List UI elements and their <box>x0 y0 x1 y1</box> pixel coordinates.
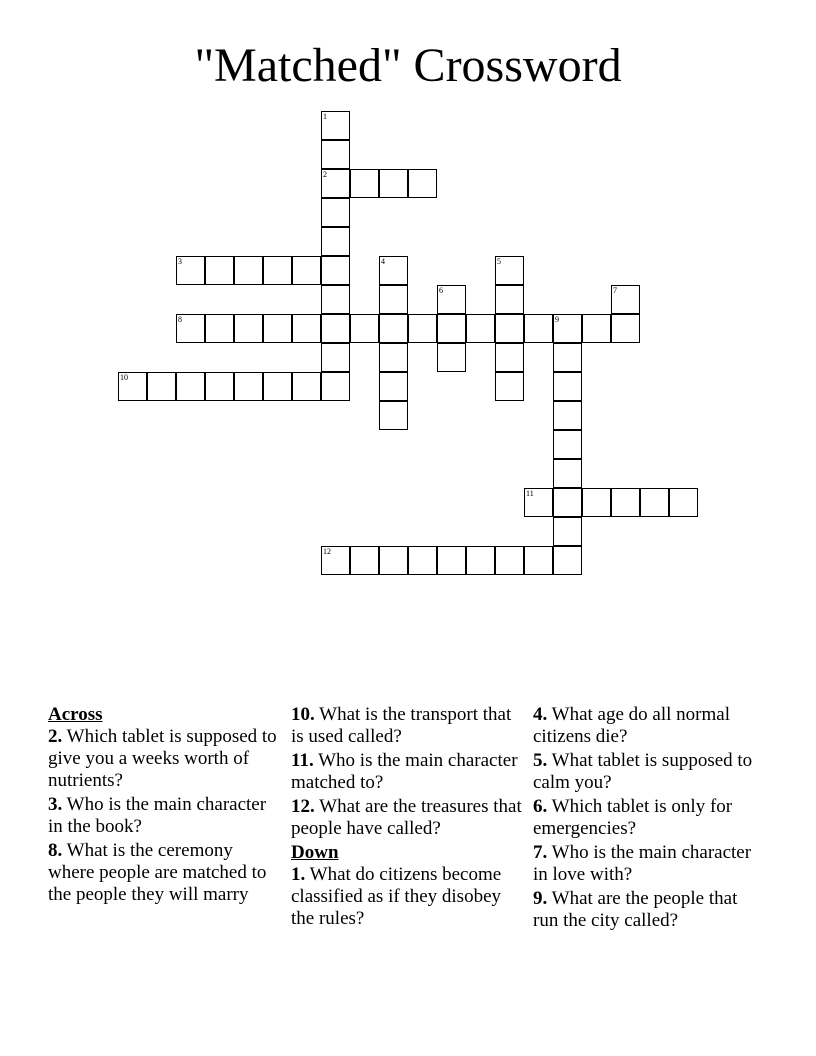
across-clue-2 <box>48 726 280 792</box>
clue-column-3 <box>533 704 765 934</box>
down-clue-7 <box>533 842 765 886</box>
grid-cell[interactable] <box>234 256 263 285</box>
down-clue-4 <box>533 704 765 748</box>
clue-number: 12. <box>291 796 315 817</box>
grid-cell[interactable] <box>495 314 524 343</box>
clue-text: Who is the main character matched to? <box>291 750 518 793</box>
grid-cell[interactable] <box>466 546 495 575</box>
grid-cell[interactable] <box>495 285 524 314</box>
cell-number: 12 <box>323 547 331 556</box>
grid-cell[interactable] <box>553 546 582 575</box>
clue-number: 5. <box>533 750 548 771</box>
grid-cell[interactable] <box>176 314 205 343</box>
grid-cell[interactable] <box>437 285 466 314</box>
grid-cell[interactable] <box>611 285 640 314</box>
grid-cell[interactable] <box>205 256 234 285</box>
grid-cell[interactable] <box>437 314 466 343</box>
across-clue-10 <box>291 704 523 748</box>
grid-cell[interactable] <box>118 372 147 401</box>
cell-number: 7 <box>613 286 617 295</box>
clue-number: 6. <box>533 796 548 817</box>
grid-cell[interactable] <box>379 372 408 401</box>
grid-cell[interactable] <box>524 314 553 343</box>
cell-number: 2 <box>323 170 327 179</box>
down-clue-1 <box>291 864 523 930</box>
grid-cell[interactable] <box>176 256 205 285</box>
grid-cell[interactable] <box>321 546 350 575</box>
grid-cell[interactable] <box>321 256 350 285</box>
grid-cell[interactable] <box>379 401 408 430</box>
grid-cell[interactable] <box>408 169 437 198</box>
grid-cell[interactable] <box>263 256 292 285</box>
clue-column-2 <box>291 704 523 932</box>
clue-number: 11. <box>291 750 314 771</box>
grid-cell[interactable] <box>553 372 582 401</box>
grid-cell[interactable] <box>263 372 292 401</box>
clue-text: Which tablet is only for emergencies? <box>533 796 733 839</box>
grid-cell[interactable] <box>582 488 611 517</box>
grid-cell[interactable] <box>321 140 350 169</box>
grid-cell[interactable] <box>553 401 582 430</box>
cell-number: 6 <box>439 286 443 295</box>
grid-cell[interactable] <box>205 372 234 401</box>
clue-text: What is the ceremony where people are matched to the people they will marry <box>48 840 267 905</box>
grid-cell[interactable] <box>321 198 350 227</box>
grid-cell[interactable] <box>437 343 466 372</box>
grid-cell[interactable] <box>234 372 263 401</box>
grid-cell[interactable] <box>321 343 350 372</box>
grid-cell[interactable] <box>350 546 379 575</box>
cell-number: 9 <box>555 315 559 324</box>
grid-cell[interactable] <box>524 546 553 575</box>
down-clue-6 <box>533 796 765 840</box>
grid-cell[interactable] <box>292 372 321 401</box>
grid-cell[interactable] <box>292 314 321 343</box>
grid-cell[interactable] <box>553 459 582 488</box>
grid-cell[interactable] <box>321 227 350 256</box>
clue-number: 3. <box>48 794 63 815</box>
clue-text: What are the treasures that people have called? <box>291 796 522 839</box>
across-clue-3 <box>48 794 280 838</box>
clue-number: 9. <box>533 888 548 909</box>
grid-cell[interactable] <box>176 372 205 401</box>
grid-cell[interactable] <box>640 488 669 517</box>
grid-cell[interactable] <box>321 111 350 140</box>
grid-cell[interactable] <box>553 314 582 343</box>
cell-number: 3 <box>178 257 182 266</box>
grid-cell[interactable] <box>669 488 698 517</box>
cell-number: 4 <box>381 257 385 266</box>
clue-text: What are the people that run the city called? <box>533 888 738 931</box>
grid-cell[interactable] <box>147 372 176 401</box>
clue-number: 4. <box>533 704 548 725</box>
clue-text: What tablet is supposed to calm you? <box>533 750 753 793</box>
grid-cell[interactable] <box>553 517 582 546</box>
across-clue-8 <box>48 840 280 906</box>
grid-cell[interactable] <box>582 314 611 343</box>
clue-number: 1. <box>291 864 306 885</box>
grid-cell[interactable] <box>321 169 350 198</box>
grid-cell[interactable] <box>466 314 495 343</box>
across-heading: Across <box>48 704 103 725</box>
grid-cell[interactable] <box>321 285 350 314</box>
grid-cell[interactable] <box>611 314 640 343</box>
cell-number: 5 <box>497 257 501 266</box>
across-clue-11 <box>291 750 523 794</box>
grid-cell[interactable] <box>611 488 640 517</box>
clue-column-1 <box>48 704 280 908</box>
grid-cell[interactable] <box>553 343 582 372</box>
down-clue-5 <box>533 750 765 794</box>
cell-number: 11 <box>526 489 534 498</box>
grid-cell[interactable] <box>321 372 350 401</box>
grid-cell[interactable] <box>379 169 408 198</box>
grid-cell[interactable] <box>379 256 408 285</box>
grid-cell[interactable] <box>234 314 263 343</box>
grid-cell[interactable] <box>408 314 437 343</box>
down-heading: Down <box>291 842 339 863</box>
grid-cell[interactable] <box>321 314 350 343</box>
cell-number: 8 <box>178 315 182 324</box>
grid-cell[interactable] <box>495 546 524 575</box>
grid-cell[interactable] <box>379 314 408 343</box>
clue-text: Which tablet is supposed to give you a weeks worth of nutrients? <box>48 726 277 791</box>
grid-cell[interactable] <box>495 372 524 401</box>
grid-cell[interactable] <box>379 343 408 372</box>
grid-cell[interactable] <box>379 546 408 575</box>
page-title: "Matched" Crossword <box>194 39 622 92</box>
clue-number: 7. <box>533 842 548 863</box>
clue-text: What is the transport that is used called? <box>291 704 512 747</box>
grid-cell[interactable] <box>408 546 437 575</box>
clue-number: 8. <box>48 840 63 861</box>
grid-cell[interactable] <box>350 169 379 198</box>
grid-cell[interactable] <box>495 256 524 285</box>
cell-number: 10 <box>120 373 128 382</box>
across-clue-12 <box>291 796 523 840</box>
grid-cell[interactable] <box>553 430 582 459</box>
grid-cell[interactable] <box>292 256 321 285</box>
cell-number: 1 <box>323 112 327 121</box>
down-clue-9 <box>533 888 765 932</box>
grid-cell[interactable] <box>350 314 379 343</box>
grid-cell[interactable] <box>263 314 292 343</box>
clue-number: 2. <box>48 726 63 747</box>
clue-text: Who is the main character in love with? <box>533 842 752 885</box>
grid-cell[interactable] <box>553 488 582 517</box>
grid-cell[interactable] <box>205 314 234 343</box>
clue-number: 10. <box>291 704 315 725</box>
clue-text: Who is the main character in the book? <box>48 794 267 837</box>
grid-cell[interactable] <box>524 488 553 517</box>
grid-cell[interactable] <box>495 343 524 372</box>
clue-text: What do citizens become classified as if they disobey the rules? <box>291 864 502 929</box>
grid-cell[interactable] <box>379 285 408 314</box>
grid-cell[interactable] <box>437 546 466 575</box>
clue-text: What age do all normal citizens die? <box>533 704 730 747</box>
